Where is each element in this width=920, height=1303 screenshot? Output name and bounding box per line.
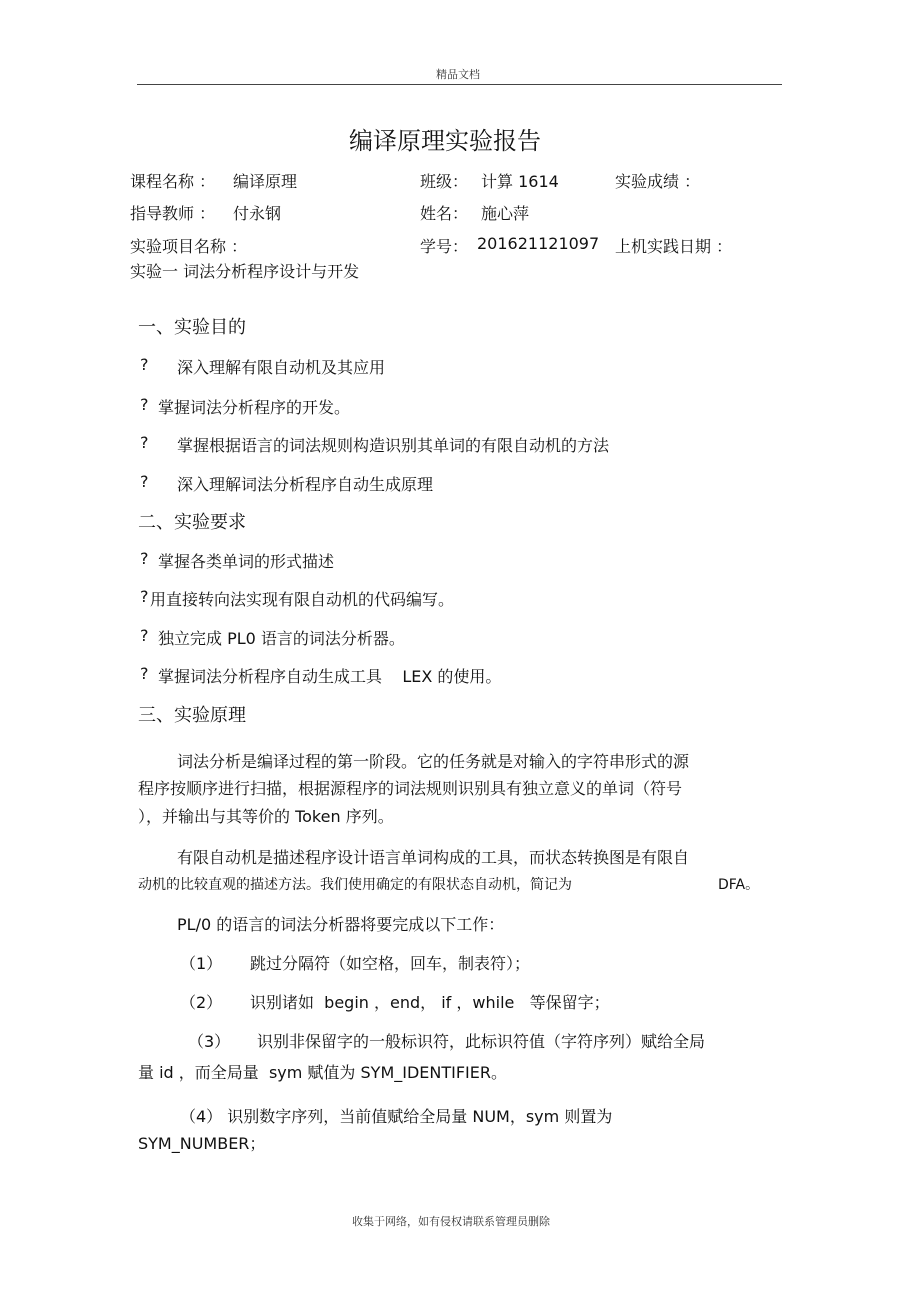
paragraph-line: 词法分析是编译过程的第一阶段。它的任务就是对输入的字符串形式的源 [177,752,690,771]
list-item: 深入理解词法分析程序自动生成原理 [177,475,434,494]
list-bullet: ? [140,549,149,568]
list-item: 掌握词法分析程序自动生成工具 LEX 的使用。 [158,667,502,686]
work-item-number: （1） [180,954,223,973]
name-label: 姓名： [420,204,469,223]
course-label: 课程名称 ： [130,172,216,191]
header-rule [137,84,782,85]
date-label: 上机实践日期 ： [615,237,733,256]
work-item-text: SYM_NUMBER； [138,1134,266,1153]
list-bullet: ? [140,395,149,414]
id-label: 学号： [420,237,469,256]
section-heading-requirements: 二、实验要求 [138,512,246,533]
work-item-number: （2） [180,993,223,1012]
paragraph-line: 程序按顺序进行扫描，根据源程序的词法规则识别具有独立意义的单词（符号 [138,779,683,798]
list-item: 掌握根据语言的词法规则构造识别其单词的有限自动机的方法 [177,436,610,455]
list-bullet: ? [140,587,149,606]
paragraph-line: PL/0 的语言的词法分析器将要完成以下工作： [177,915,505,934]
project-value: 实验一 词法分析程序设计与开发 [130,262,360,281]
list-bullet: ? [140,472,149,491]
list-bullet: ? [140,626,149,645]
paragraph-line: ），并输出与其等价的 Token 序列。 [138,807,394,826]
teacher-value: 付永钢 [233,204,282,223]
grade-label: 实验成绩 ： [615,172,701,191]
course-value: 编译原理 [233,172,298,191]
paragraph-line: 有限自动机是描述程序设计语言单词构成的工具，而状态转换图是有限自 [177,848,690,867]
teacher-label: 指导教师 ： [130,204,216,223]
project-label: 实验项目名称 ： [130,237,248,256]
section-heading-purpose: 一、实验目的 [138,317,246,338]
list-item: 掌握各类单词的形式描述 [158,552,335,571]
list-item: 掌握词法分析程序的开发。 [158,398,351,417]
work-item-text: 识别诸如 begin ，end， if ，while 等保留字； [250,993,610,1012]
section-heading-principles: 三、实验原理 [138,705,246,726]
name-value: 施心萍 [481,204,530,223]
class-label: 班级： [420,172,469,191]
list-item: 用直接转向法实现有限自动机的代码编写。 [150,590,455,609]
work-item-text: 跳过分隔符（如空格，回车，制表符）； [250,954,531,973]
work-item-text: （4） 识别数字序列，当前值赋给全局量 NUM，sym 则置为 [180,1107,613,1126]
paragraph-line-end: DFA。 [718,877,760,893]
page-header: 精品文档 [436,68,480,81]
work-item-text: 识别非保留字的一般标识符，此标识符值（字符序列）赋给全局 [257,1032,706,1051]
list-item: 独立完成 PL0 语言的词法分析器。 [158,629,405,648]
list-item: 深入理解有限自动机及其应用 [177,358,386,377]
report-title: 编译原理实验报告 [349,127,541,155]
list-bullet: ? [140,355,149,374]
work-item-number: （3） [188,1032,231,1051]
paragraph-line: 动机的比较直观的描述方法。我们使用确定的有限状态自动机，简记为 [138,877,572,893]
id-value: 201621121097 [477,234,600,253]
page-footer: 收集于网络，如有侵权请联系管理员删除 [352,1215,550,1228]
list-bullet: ? [140,664,149,683]
list-bullet: ? [140,433,149,452]
work-item-text: 量 id ，而全局量 sym 赋值为 SYM_IDENTIFIER。 [138,1063,508,1082]
class-value: 计算 1614 [481,172,559,191]
